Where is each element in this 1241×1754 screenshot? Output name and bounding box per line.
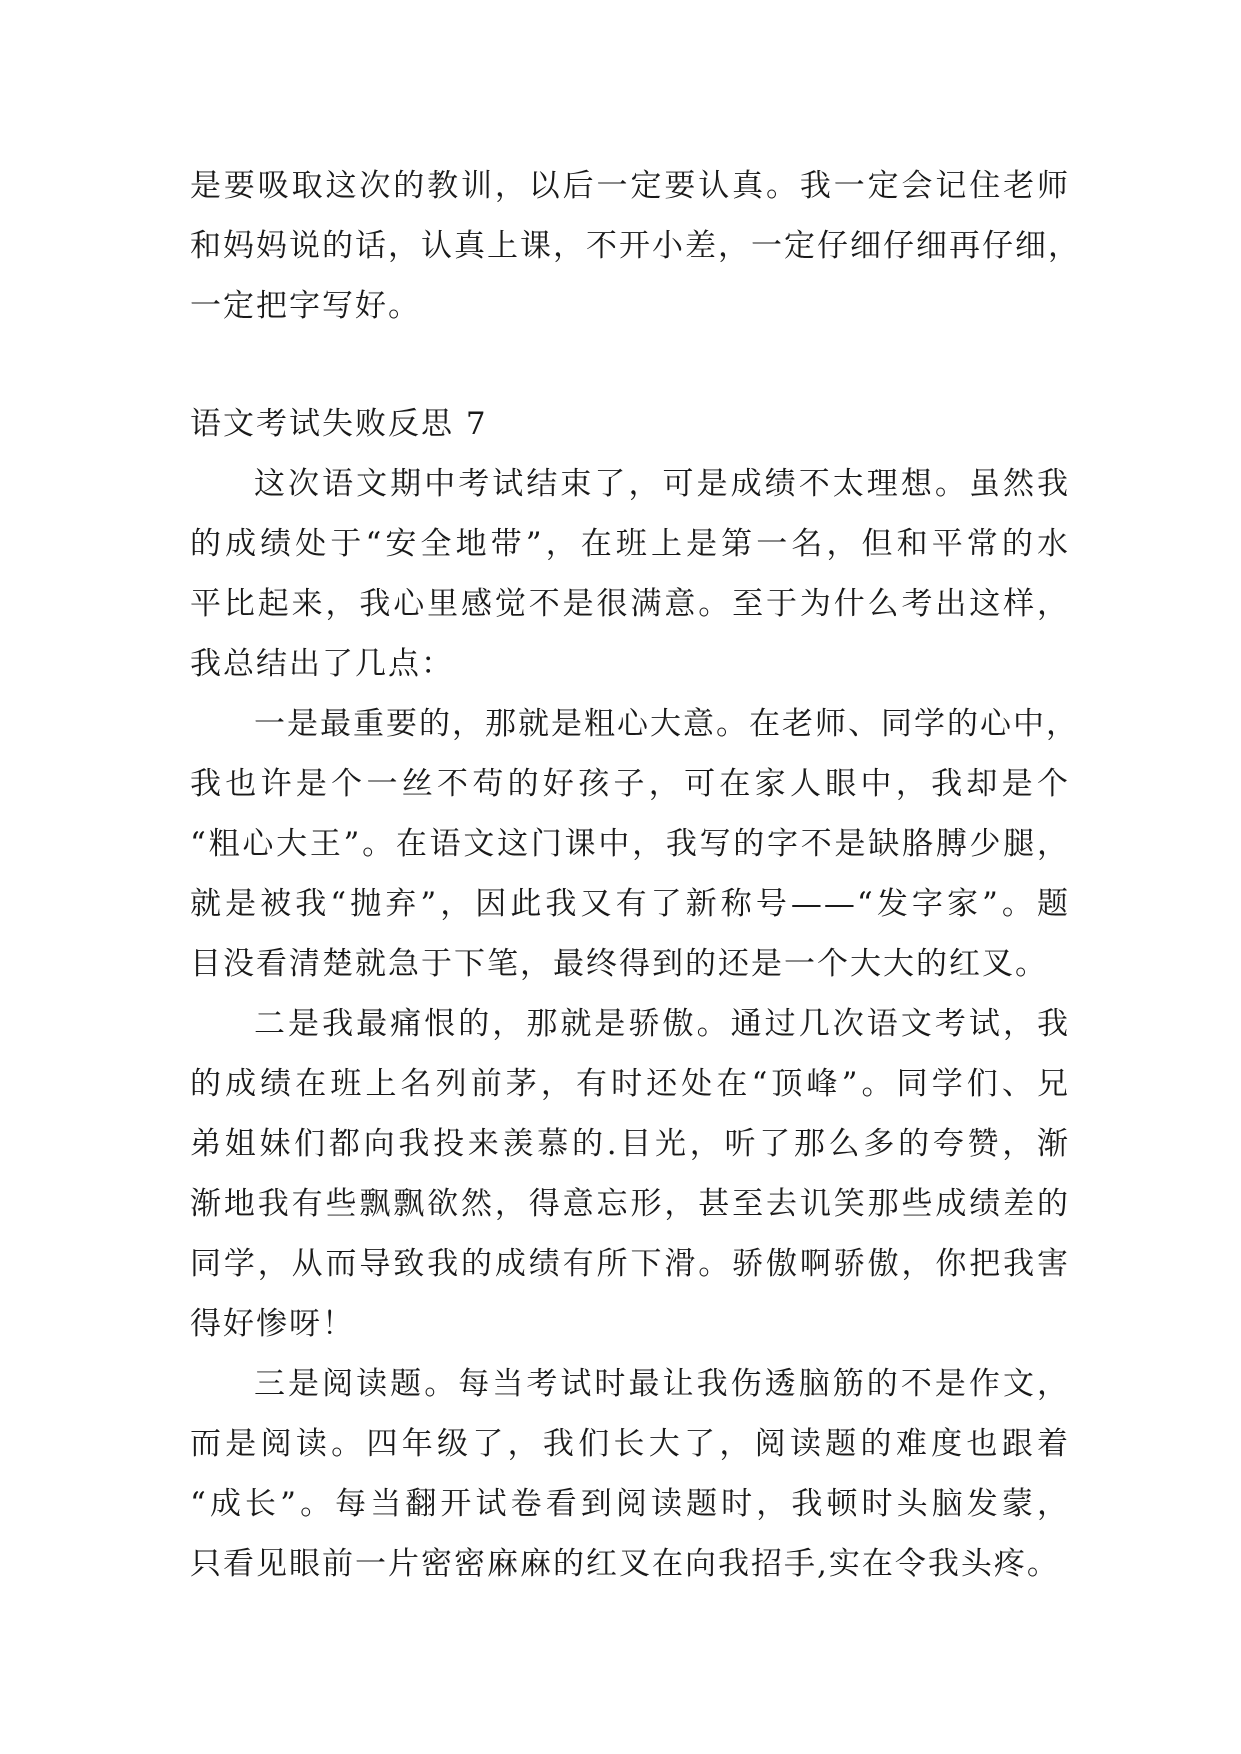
text-line: 平比起来，我心里感觉不是很满意。至于为什么考出这样， <box>190 586 1070 622</box>
text-line: 弟姐妹们都向我投来羡慕的.目光，听了那么多的夸赞，渐 <box>190 1126 1070 1162</box>
text-line: 是要吸取这次的教训，以后一定要认真。我一定会记住老师 <box>190 168 1070 204</box>
text-line: “成长”。每当翻开试卷看到阅读题时，我顿时头脑发蒙， <box>190 1486 1070 1522</box>
paragraph-2 <box>190 694 1079 994</box>
text-line: 渐地我有些飘飘欲然，得意忘形，甚至去讥笑那些成绩差的 <box>190 1186 1070 1222</box>
intro-paragraph <box>190 156 1081 336</box>
body-text <box>190 454 1079 1594</box>
text-line: 二是我最痛恨的，那就是骄傲。通过几次语文考试，我 <box>254 1006 1070 1042</box>
text-line: 这次语文期中考试结束了，可是成绩不太理想。虽然我 <box>254 466 1070 502</box>
section-heading-block <box>190 394 1070 454</box>
paragraph-4 <box>190 1354 1070 1594</box>
paragraph-3 <box>190 994 1070 1354</box>
text-line: “粗心大王”。在语文这门课中，我写的字不是缺胳膊少腿， <box>190 826 1070 862</box>
text-line: 一是最重要的，那就是粗心大意。在老师、同学的心中， <box>254 706 1079 742</box>
text-line: 一定把字写好。 <box>190 288 421 324</box>
text-line: 目没看清楚就急于下笔，最终得到的还是一个大大的红叉。 <box>190 946 1048 982</box>
text-line: 得好惨呀！ <box>190 1306 355 1342</box>
text-line: 和妈妈说的话，认真上课，不开小差，一定仔细仔细再仔细， <box>190 228 1081 264</box>
section-title: 语文考试失败反思 7 <box>190 406 488 442</box>
text-line: 就是被我“抛弃”，因此我又有了新称号——“发字家”。题 <box>190 886 1070 922</box>
text-line: 三是阅读题。每当考试时最让我伤透脑筋的不是作文， <box>254 1366 1070 1402</box>
text-line: 的成绩在班上名列前茅，有时还处在“顶峰”。同学们、兄 <box>190 1066 1070 1102</box>
text-line: 只看见眼前一片密密麻麻的红叉在向我招手,实在令我头疼。 <box>190 1546 1060 1582</box>
text-line: 同学，从而导致我的成绩有所下滑。骄傲啊骄傲，你把我害 <box>190 1246 1070 1282</box>
text-line: 我也许是个一丝不苟的好孩子，可在家人眼中，我却是个 <box>190 766 1070 802</box>
text-line: 我总结出了几点： <box>190 646 454 682</box>
paragraph-1 <box>190 454 1070 694</box>
text-line: 而是阅读。四年级了，我们长大了，阅读题的难度也跟着 <box>190 1426 1070 1462</box>
text-line: 的成绩处于“安全地带”，在班上是第一名，但和平常的水 <box>190 526 1070 562</box>
